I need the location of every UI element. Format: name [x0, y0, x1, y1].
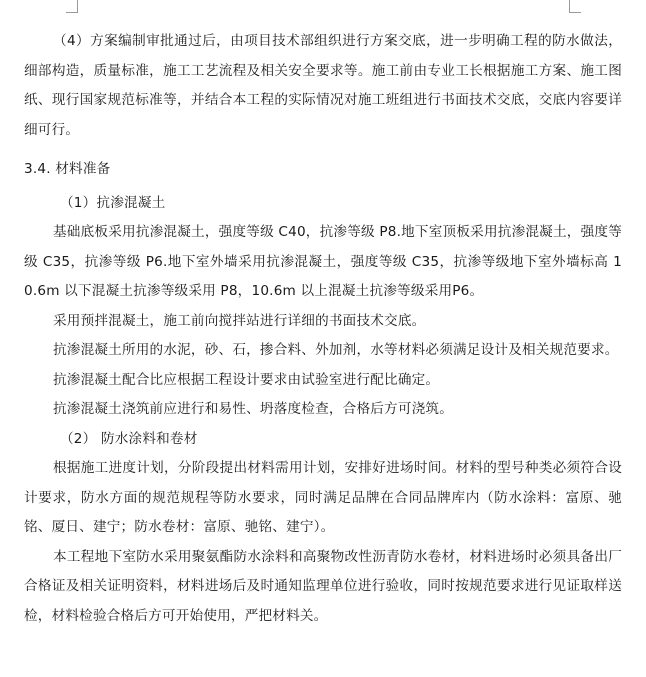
- crop-mark-right-vertical: [569, 0, 570, 12]
- paragraph-basement-waterproofing: 本工程地下室防水采用聚氨酯防水涂料和高聚物改性沥青防水卷材，材料进场时必须具备出厂合格证及相关证明资料，材料进场后及时通知监理单位进行验收，同时按规范要求进行见证取样送检，材料检验合格后方可开始使用，严把材料关。: [24, 548, 622, 624]
- subheading-impermeable-concrete: （1）抗渗混凝土: [60, 194, 166, 211]
- document-body: [24, 27, 622, 631]
- crop-mark-left-vertical: [77, 0, 78, 12]
- subheading-waterproof-coating: （2） 防水涂料和卷材: [60, 430, 198, 447]
- crop-mark-left-horizontal: [66, 12, 78, 13]
- section-heading-material-preparation: 3.4. 材料准备: [24, 161, 111, 177]
- paragraph-concrete-grades: 基础底板采用抗渗混凝土，强度等级 C40，抗渗等级 P8.地下室顶板采用抗渗混凝土，强度等级 C35，抗渗等级 P6.地下室外墙采用抗渗混凝土，强度等级 C35，抗渗等级地下室外墙标高 10.6m 以下混凝土抗渗等级采用 P8，10.6m 以上混凝土抗渗等级采用P6。: [24, 224, 622, 299]
- paragraph-material-requirements: 抗渗混凝土所用的水泥，砂、石，掺合料、外加剂，水等材料必须满足设计及相关规范要求。: [53, 342, 619, 358]
- paragraph-mix-ratio: 抗渗混凝土配合比应根据工程设计要求由试验室进行配比确定。: [53, 371, 440, 388]
- paragraph-material-plan: 根据施工进度计划，分阶段提出材料需用计划，安排好进场时间。材料的型号种类必须符合设计要求，防水方面的规范规程等防水要求，同时满足品牌在合同品牌库内（防水涂料：富原、驰铭、厦日、建宁；防水卷材：富原、驰铭、建宁）。: [24, 460, 622, 535]
- paragraph-ready-mix: 采用预拌混凝土，施工前向搅拌站进行详细的书面技术交底。: [53, 312, 426, 329]
- paragraph-workability-check: 抗渗混凝土浇筑前应进行和易性、坍落度检查，合格后方可浇筑。: [53, 401, 454, 417]
- paragraph-scheme-disclosure: （4）方案编制审批通过后，由项目技术部组织进行方案交底，进一步明确工程的防水做法，细部构造，质量标准，施工工艺流程及相关安全要求等。施工前由专业工长根据施工方案、施工图纸、现行国家规范标准等，并结合本工程的实际情况对施工班组进行书面技术交底，交底内容要详细可行。: [24, 33, 622, 138]
- crop-mark-right-horizontal: [569, 12, 581, 13]
